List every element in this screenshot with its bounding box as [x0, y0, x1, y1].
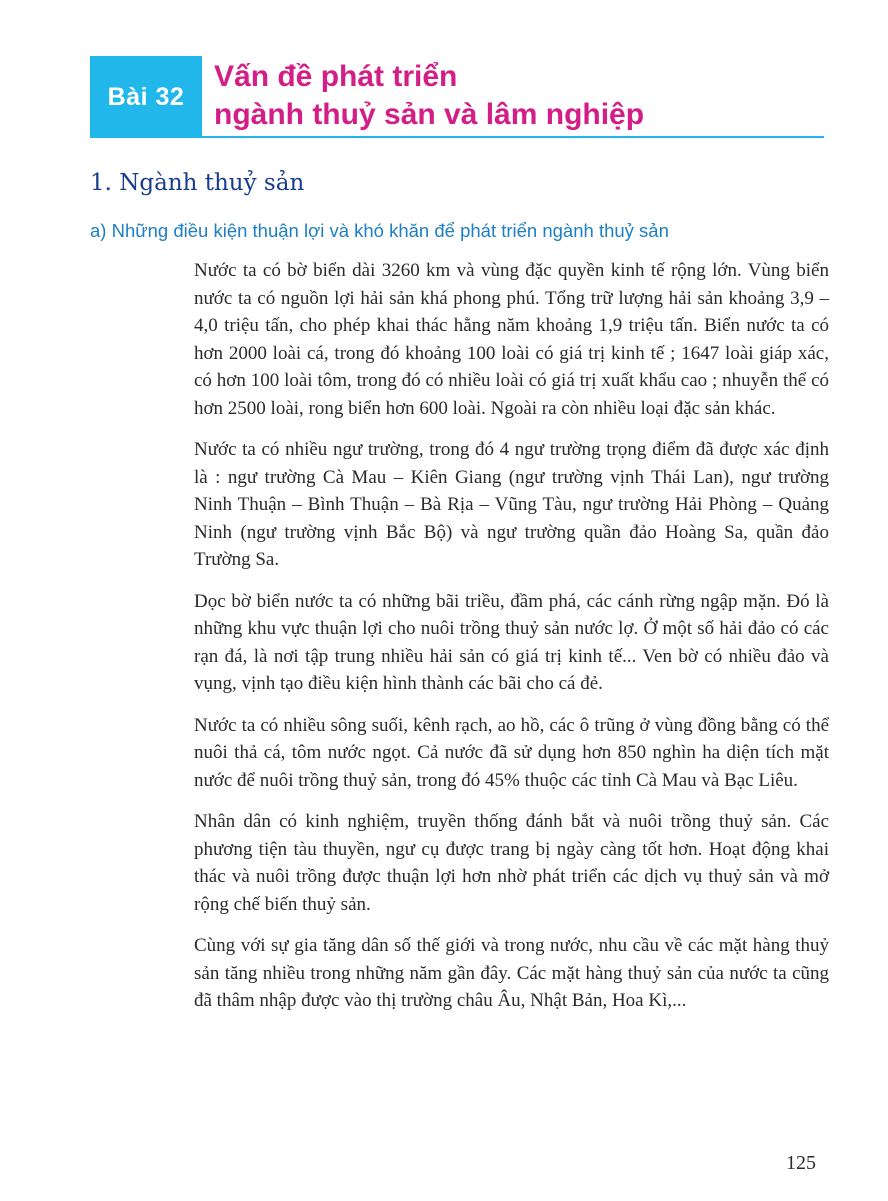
paragraph: Nhân dân có kinh nghiệm, truyền thống đánh bắt và nuôi trồng thuỷ sản. Các phương tiện tàu thuyền, ngư cụ được trang bị ngày càng tốt hơn. Hoạt động khai thác và nuôi trồng được thuận lợi hơn nhờ phát triển các dịch vụ thuỷ sản và mở rộng chế biến thuỷ sản.	[194, 811, 829, 915]
paragraph: Nước ta có bờ biển dài 3260 km và vùng đặc quyền kinh tế rộng lớn. Vùng biển nước ta có nguồn lợi hải sản khá phong phú. Tổng trữ lượng hải sản khoảng 3,9 – 4,0 triệu tấn, cho phép khai thác hằng năm khoảng 1,9 triệu tấn. Biển nước ta có hơn 2000 loài cá, trong đó khoảng 100 loài có giá trị kinh tế ; 1647 loài giáp xác, có hơn 100 loài tôm, trong đó có nhiều loài có giá trị xuất khẩu cao ; nhuyễn thể có hơn 2500 loài, rong biển hơn 600 loài. Ngoài ra còn nhiều loại đặc sản khác.	[194, 260, 829, 419]
lesson-title-line-1: Vấn đề phát triển	[214, 60, 458, 93]
paragraph: Dọc bờ biển nước ta có những bãi triều, đầm phá, các cánh rừng ngập mặn. Đó là những khu vực thuận lợi cho nuôi trồng thuỷ sản nước lợ. Ở một số hải đảo có các rạn đá, là nơi tập trung nhiều hải sản có giá trị kinh tế... Ven bờ có nhiều đảo và vụng, vịnh tạo điều kiện hình thành các bãi cho cá đẻ.	[194, 590, 829, 694]
paragraph: Cùng với sự gia tăng dân số thế giới và trong nước, nhu cầu về các mặt hàng thuỷ sản tăng nhiều trong những năm gần đây. Các mặt hàng thuỷ sản của nước ta cũng đã thâm nhập được vào thị trường châu Âu, Nhật Bản, Hoa Kì,...	[194, 935, 829, 1011]
paragraph: Nước ta có nhiều ngư trường, trong đó 4 ngư trường trọng điểm đã được xác định là : ngư trường Cà Mau – Kiên Giang (ngư trường vịnh Thái Lan), ngư trường Ninh Thuận – Bình Thuận – Bà Rịa – Vũng Tàu, ngư trường Hải Phòng – Quảng Ninh (ngư trường vịnh Bắc Bộ) và ngư trường quần đảo Hoàng Sa, quần đảo Trường Sa.	[194, 439, 829, 570]
paragraph: Nước ta có nhiều sông suối, kênh rạch, ao hồ, các ô trũng ở vùng đồng bằng có thể nuôi thả cá, tôm nước ngọt. Cả nước đã sử dụng hơn 850 nghìn ha diện tích mặt nước để nuôi trồng thuỷ sản, trong đó 45% thuộc các tỉnh Cà Mau và Bạc Liêu.	[194, 714, 829, 791]
lesson-number-label: Bài 32	[107, 82, 185, 111]
lesson-number-badge	[90, 56, 202, 138]
subsection-heading: a) Những điều kiện thuận lợi và khó khăn để phát triển ngành thuỷ sản	[90, 220, 669, 241]
lesson-title	[214, 58, 834, 134]
section-heading: 1. Ngành thuỷ sản	[90, 170, 305, 196]
page-number: 125	[786, 1152, 816, 1174]
lesson-title-line-2: ngành thuỷ sản và lâm nghiệp	[214, 98, 645, 131]
body-text	[194, 257, 829, 1029]
title-divider	[202, 136, 824, 138]
